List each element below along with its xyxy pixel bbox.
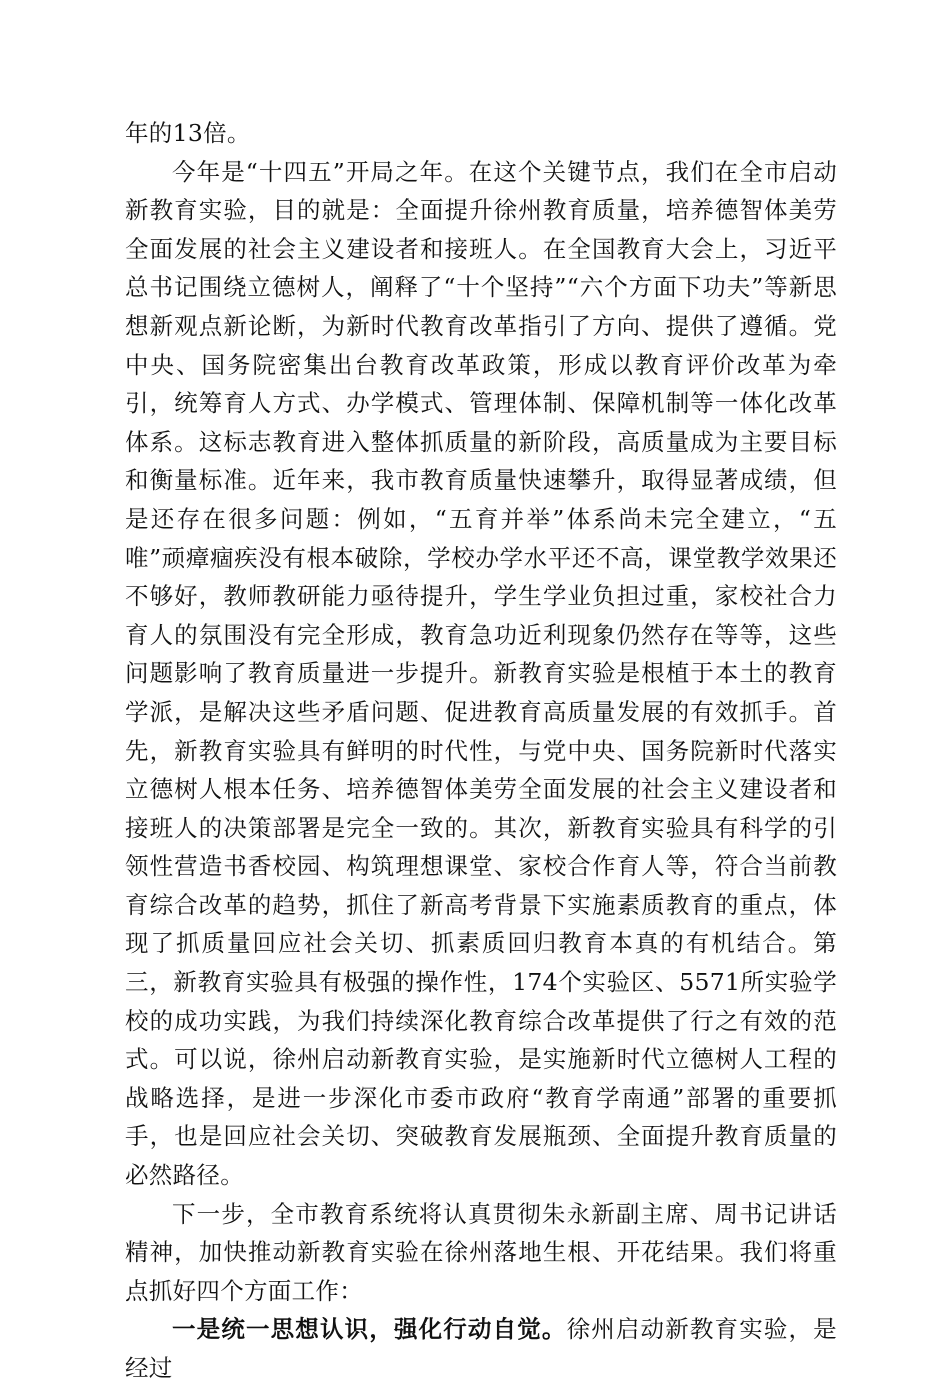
paragraph-first-task bbox=[125, 1310, 837, 1387]
paragraph-new-education-background bbox=[125, 153, 837, 1195]
paragraph-text: 年的13倍。 bbox=[125, 119, 251, 147]
paragraph-text: 下一步，全市教育系统将认真贯彻朱永新副主席、周书记讲话精神，加快推动新教育实验在徐州落地生根、开花结果。我们将重点抓好四个方面工作： bbox=[125, 1199, 837, 1305]
paragraph-text: 徐州启动新教育实验，是经过 bbox=[125, 1315, 837, 1382]
paragraph-text: 今年是“十四五”开局之年。在这个关键节点，我们在全市启动新教育实验，目的就是：全面提升徐州教育质量，培养德智体美劳全面发展的社会主义建设者和接班人。在全国教育大会上，习近平总书记围绕立德树人，阐释了“十个坚持”“六个方面下功夫”等新思想新观点新论断，为新时代教育改革指引了方向、提供了遵循。党中央、国务院密集出台教育改革政策，形成以教育评价改革为牵引，统筹育人方式、办学模式、管理体制、保障机制等一体化改革体系。这标志教育进入整体抓质量的新阶段，高质量成为主要目标和衡量标准。近年来，我市教育质量快速攀升，取得显著成绩，但是还存在很多问题：例如，“五育并举”体系尚未完全建立，“五唯”顽瘴痼疾没有根本破除，学校办学水平还不高，课堂教学效果还不够好，教师教研能力亟待提升，学生学业负担过重，家校社合力育人的氛围没有完全形成，教育急功近利现象仍然存在等等，这些问题影响了教育质量进一步提升。新教育实验是根植于本土的教育学派，是解决这些矛盾问题、促进教育高质量发展的有效抓手。首先，新教育实验具有鲜明的时代性，与党中央、国务院新时代落实立德树人根本任务、培养德智体美劳全面发展的社会主义建设者和接班人的决策部署是完全一致的。其次，新教育实验具有科学的引领性营造书香校园、构筑理想课堂、家校合作育人等，符合当前教育综合改革的趋势，抓住了新高考背景下实施素质教育的重点，体现了抓质量回应社会关切、抓素质回归教育本真的有机结合。第三，新教育实验具有极强的操作性，174个实验区、5571所实验学校的成功实践，为我们持续深化教育综合改革提供了行之有效的范式。可以说，徐州启动新教育实验，是实施新时代立德树人工程的战略选择，是进一步深化市委市政府“教育学南通”部署的重要抓手，也是回应社会关切、突破教育发展瓶颈、全面提升教育质量的必然路径。 bbox=[125, 157, 837, 1190]
paragraph-next-steps bbox=[125, 1195, 837, 1311]
paragraph-bold-lead: 一是统一思想认识，强化行动自觉。 bbox=[172, 1315, 567, 1344]
paragraph-continuation bbox=[125, 114, 837, 153]
document-body bbox=[125, 114, 837, 1388]
